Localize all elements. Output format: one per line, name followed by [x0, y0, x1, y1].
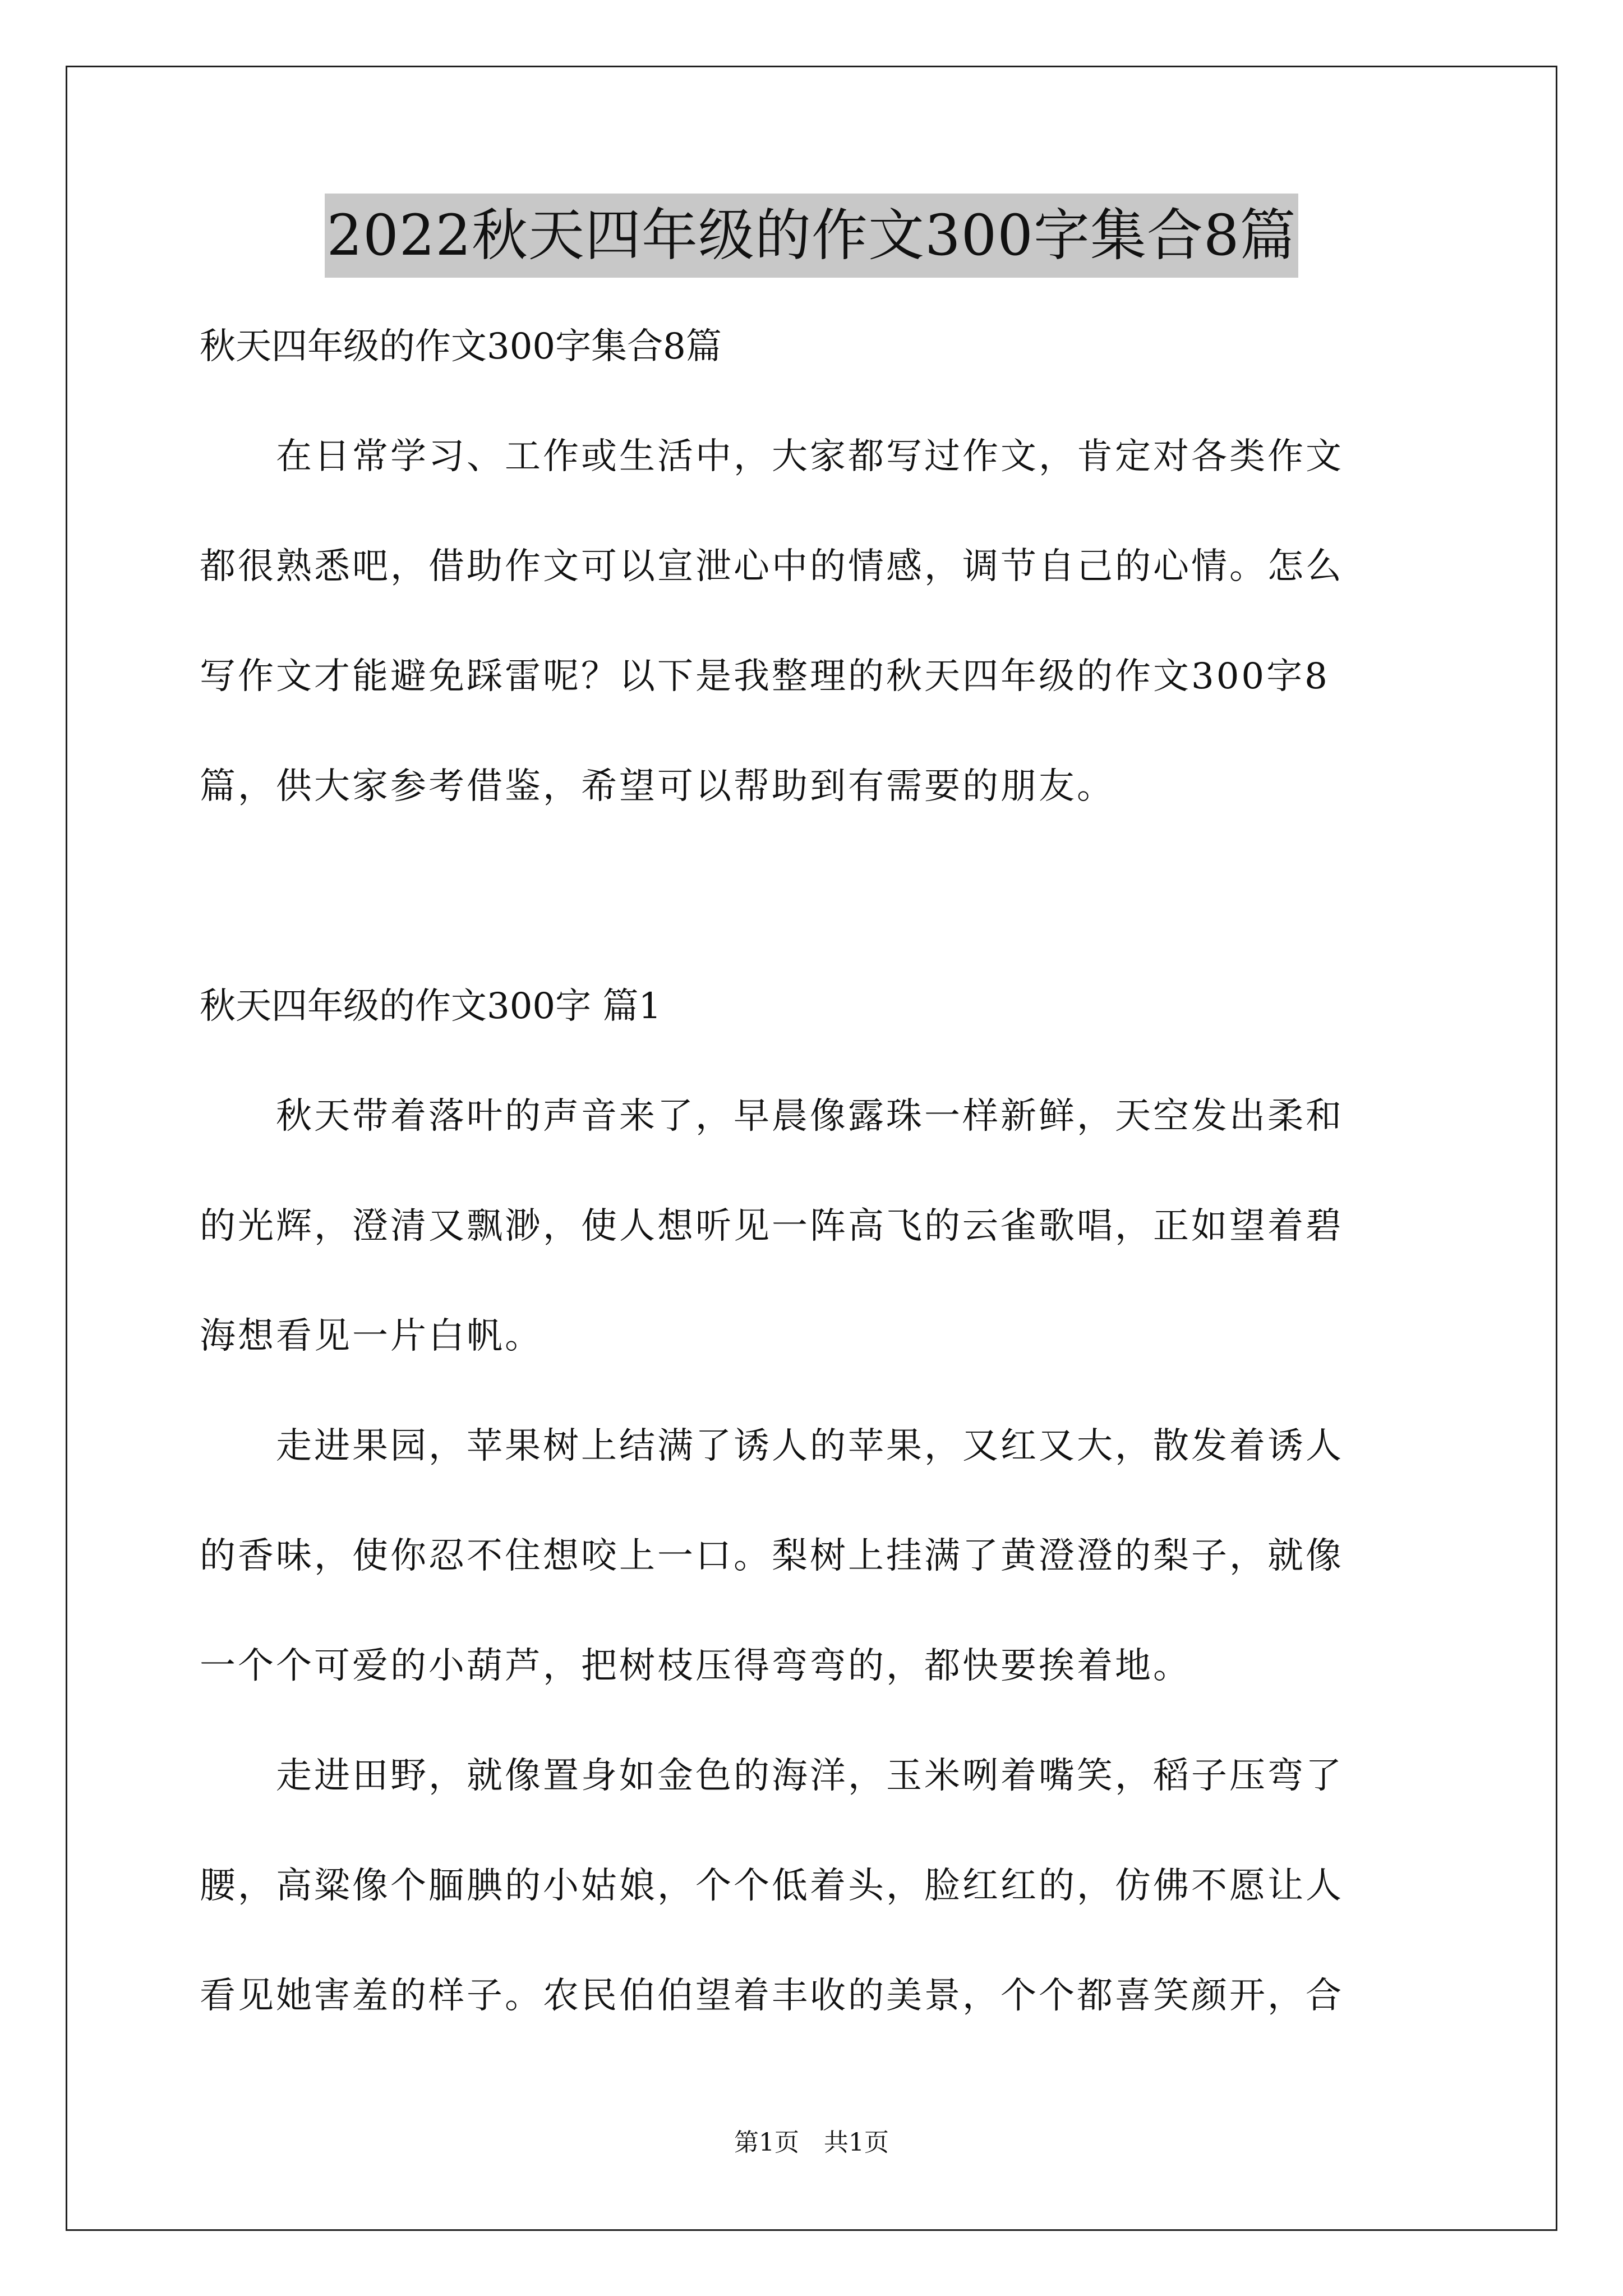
- text-line: 的光辉，澄清又飘渺，使人想听见一阵高飞的云雀歌唱，正如望着碧: [200, 1205, 1344, 1247]
- text-line: 秋天带着落叶的声音来了，早晨像露珠一样新鲜，天空发出柔和: [200, 1096, 1344, 1137]
- text-line: 篇，供大家参考借鉴，希望可以帮助到有需要的朋友。: [200, 766, 1115, 807]
- text-line: 走进果园，苹果树上结满了诱人的苹果，又红又大，散发着诱人: [200, 1425, 1344, 1467]
- section-heading: 秋天四年级的作文300字 篇1: [200, 986, 662, 1027]
- text-line: 看见她害羞的样子。农民伯伯望着丰收的美景，个个都喜笑颜开，合: [200, 1975, 1344, 2017]
- text-line: 的香味，使你忍不住想咬上一口。梨树上挂满了黄澄澄的梨子，就像: [200, 1535, 1344, 1577]
- text-line: 一个个可爱的小葫芦，把树枝压得弯弯的，都快要挨着地。: [200, 1645, 1191, 1687]
- text-line: 在日常学习、工作或生活中，大家都写过作文，肯定对各类作文: [200, 436, 1344, 477]
- text-line: 写作文才能避免踩雷呢？以下是我整理的秋天四年级的作文300字8: [200, 656, 1330, 697]
- document-subtitle: 秋天四年级的作文300字集合8篇: [200, 326, 722, 367]
- title-container: [0, 194, 1623, 278]
- text-line: 腰，高粱像个腼腆的小姑娘，个个低着头，脸红红的，仿佛不愿让人: [200, 1865, 1344, 1907]
- intro-paragraph: [200, 402, 1428, 841]
- document-body: [200, 292, 1428, 2051]
- page-footer: 第1页 共1页: [734, 2128, 889, 2157]
- text-line: 海想看见一片白帆。: [200, 1315, 543, 1357]
- spacer: [200, 841, 1428, 951]
- document-title: 2022秋天四年级的作文300字集合8篇: [325, 194, 1299, 278]
- text-line: 都很熟悉吧，借助作文可以宣泄心中的情感，调节自己的心情。怎么: [200, 546, 1344, 587]
- text-line: 走进田野，就像置身如金色的海洋，玉米咧着嘴笑，稻子压弯了: [200, 1755, 1344, 1797]
- essay-body: [200, 1061, 1428, 2051]
